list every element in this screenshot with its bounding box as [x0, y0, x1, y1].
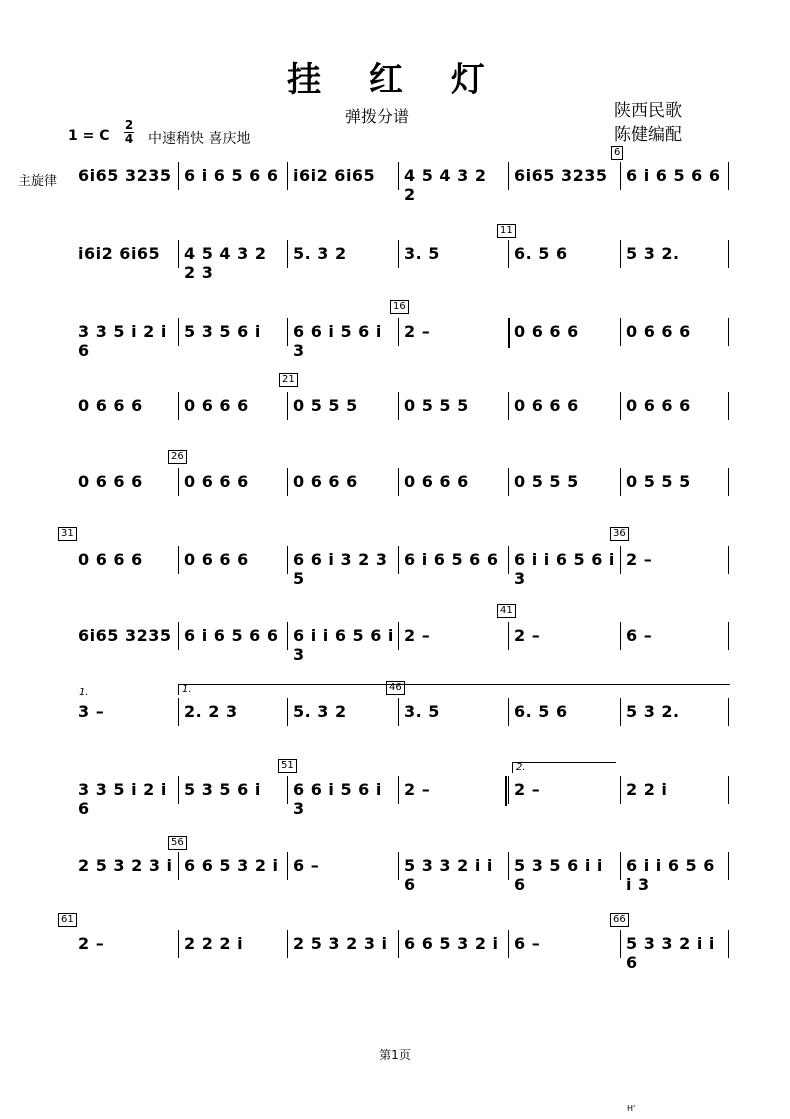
time-signature-bottom: 4 — [124, 132, 134, 146]
barline — [287, 622, 288, 650]
measure: 0 6 6 6 — [184, 472, 249, 491]
measure: 0 5 5 5 — [293, 396, 358, 415]
measure: 6 6 5 3 2 i — [184, 856, 279, 875]
barline — [178, 240, 179, 268]
measure: 5 3 3 2 i i 6 — [626, 934, 715, 972]
measure: 6 i 6 5 6 6 — [404, 550, 499, 569]
measure: i6i2 6i65 — [293, 166, 376, 185]
measure: 5 3 2. — [626, 244, 680, 263]
barline — [620, 546, 621, 574]
measure: 6 i i 6 5 6 i 3 — [626, 856, 715, 894]
measure: 3. 5 — [404, 244, 440, 263]
barline — [508, 162, 509, 190]
rehearsal-mark: 16 — [390, 300, 409, 314]
measure: 5 3 3 2 i i 6 — [404, 856, 493, 894]
barline — [620, 162, 621, 190]
measure: 0 5 5 5 — [514, 472, 579, 491]
measure: 2 – — [514, 780, 541, 799]
barline — [398, 852, 399, 880]
measure: 0 6 6 6 — [626, 322, 691, 341]
measure: 0 6 6 6 — [184, 550, 249, 569]
barline — [620, 776, 621, 804]
measure: 6i65 3235 — [78, 626, 172, 645]
barline — [287, 930, 288, 958]
measure: 5. 3 2 — [293, 244, 347, 263]
measure: 6 i i 6 5 6 i 3 — [514, 550, 615, 588]
measure: 6 i 6 5 6 6 — [184, 166, 279, 185]
barline — [728, 468, 729, 496]
measure: 6 i i 6 5 6 i 3 — [293, 626, 394, 664]
measure: 2 5 3 2 3 i — [78, 856, 173, 875]
barline — [508, 930, 509, 958]
barline — [728, 930, 729, 958]
barline — [398, 318, 399, 346]
measure: 2 – — [404, 780, 431, 799]
barline — [398, 698, 399, 726]
measure: 0 6 6 6 — [184, 396, 249, 415]
measure: 0 6 6 6 — [78, 472, 143, 491]
barline — [728, 392, 729, 420]
measure: 2 2 2 i — [184, 934, 244, 953]
measure: 2 – — [78, 934, 105, 953]
measure: 6 – — [293, 856, 320, 875]
rehearsal-mark: 41 — [497, 604, 516, 618]
time-signature-top: 2 — [124, 118, 134, 132]
barline — [620, 930, 621, 958]
measure: 4 5 4 3 2 2 — [404, 166, 487, 204]
song-origin: 陕西民歌 — [614, 101, 682, 121]
barline — [287, 392, 288, 420]
rehearsal-mark: 56 — [168, 836, 187, 850]
barline — [620, 318, 621, 346]
barline — [508, 392, 509, 420]
measure: 0 6 6 6 — [78, 550, 143, 569]
barline — [508, 468, 509, 496]
barline — [508, 546, 509, 574]
barline — [398, 392, 399, 420]
barline — [287, 852, 288, 880]
part-label: 主旋律 — [18, 174, 58, 189]
repeat-barline — [508, 318, 510, 348]
measure: 3 3 5 i 2 i 6 — [78, 780, 167, 818]
volta-two-bracket: 2. — [512, 762, 616, 773]
barline — [398, 468, 399, 496]
measure: 5 3 5 6 i i 6 — [514, 856, 603, 894]
measure: 0 6 6 6 — [293, 472, 358, 491]
barline — [728, 852, 729, 880]
measure: 2 2 i — [626, 780, 668, 799]
measure: 0 6 6 6 — [514, 322, 579, 341]
measure: 6 6 i 3 2 3 5 — [293, 550, 388, 588]
measure: 6 i 6 5 6 6 — [626, 166, 721, 185]
page-number: 第1页 — [379, 1048, 411, 1062]
barline — [398, 546, 399, 574]
measure: 5. 3 2 — [293, 702, 347, 721]
key-signature: 1 = C — [68, 128, 110, 144]
measure: 6 – — [514, 934, 541, 953]
barline — [620, 240, 621, 268]
barline — [178, 546, 179, 574]
barline — [508, 852, 509, 880]
barline — [728, 546, 729, 574]
measure: 6i65 3235 — [514, 166, 608, 185]
rehearsal-mark: 31 — [58, 527, 77, 541]
barline — [620, 468, 621, 496]
measure: 5 3 5 6 i — [184, 322, 261, 341]
volta-one: 1. — [79, 687, 89, 698]
barline — [398, 776, 399, 804]
barline — [508, 240, 509, 268]
rehearsal-mark: 36 — [610, 527, 629, 541]
barline — [398, 240, 399, 268]
barline — [287, 546, 288, 574]
barline — [178, 162, 179, 190]
measure: 6 6 i 5 6 i 3 — [293, 322, 382, 360]
barline — [398, 930, 399, 958]
barline — [508, 698, 509, 726]
measure: 0 5 5 5 — [626, 472, 691, 491]
rehearsal-mark: 61 — [58, 913, 77, 927]
measure: 4 5 4 3 2 2 3 — [184, 244, 267, 282]
measure: 2 5 3 2 3 i — [293, 934, 388, 953]
barline — [178, 776, 179, 804]
volta-one-bracket: 1. — [178, 684, 730, 695]
measure: 0 6 6 6 — [514, 396, 579, 415]
measure: 6. 5 6 — [514, 244, 568, 263]
measure: 3 – — [78, 702, 105, 721]
measure: 6 6 5 3 2 i — [404, 934, 499, 953]
barline — [728, 240, 729, 268]
barline — [287, 162, 288, 190]
rehearsal-mark: 6 — [611, 146, 623, 160]
rehearsal-mark: 21 — [279, 373, 298, 387]
barline — [178, 622, 179, 650]
barline — [728, 162, 729, 190]
measure: 0 6 6 6 — [78, 396, 143, 415]
measure: 2 – — [626, 550, 653, 569]
barline — [287, 698, 288, 726]
measure: 6 6 i 5 6 i 3 — [293, 780, 382, 818]
measure: 6 – — [626, 626, 653, 645]
barline — [508, 776, 509, 804]
measure: 2 – — [404, 322, 431, 341]
barline — [398, 162, 399, 190]
measure: 2 – — [404, 626, 431, 645]
measure: 0 6 6 6 — [404, 472, 469, 491]
measure: 6. 5 6 — [514, 702, 568, 721]
measure: 2. 2 3 — [184, 702, 238, 721]
barline — [728, 776, 729, 804]
measure: 2 – — [514, 626, 541, 645]
measure: 3. 5 — [404, 702, 440, 721]
measure: i6i2 6i65 — [78, 244, 161, 263]
rehearsal-mark: 66 — [610, 913, 629, 927]
time-signature — [124, 120, 134, 145]
corner-mark: H' — [627, 1104, 636, 1113]
barline — [178, 930, 179, 958]
measure: 6i65 3235 — [78, 166, 172, 185]
rehearsal-mark: 26 — [168, 450, 187, 464]
score-title: 挂 红 灯 — [287, 60, 503, 100]
measure: 0 6 6 6 — [626, 396, 691, 415]
barline — [287, 318, 288, 346]
measure: 6 i 6 5 6 6 — [184, 626, 279, 645]
measure: 5 3 5 6 i — [184, 780, 261, 799]
measure: 0 5 5 5 — [404, 396, 469, 415]
barline — [178, 468, 179, 496]
measure: 3 3 5 i 2 i 6 — [78, 322, 167, 360]
barline — [728, 318, 729, 346]
barline — [287, 240, 288, 268]
barline — [620, 392, 621, 420]
barline — [178, 318, 179, 346]
rehearsal-mark: 11 — [497, 224, 516, 238]
measure: 5 3 2. — [626, 702, 680, 721]
barline — [178, 392, 179, 420]
barline — [398, 622, 399, 650]
barline — [620, 852, 621, 880]
barline — [620, 622, 621, 650]
barline — [728, 698, 729, 726]
repeat-barline — [505, 776, 507, 806]
rehearsal-mark: 46 — [386, 681, 405, 695]
tempo-marking: 中速稍快 喜庆地 — [148, 131, 251, 147]
barline — [178, 852, 179, 880]
barline — [178, 698, 179, 726]
rehearsal-mark: 51 — [278, 759, 297, 773]
barline — [620, 698, 621, 726]
barline — [287, 468, 288, 496]
arranger-credit: 陈健编配 — [614, 125, 682, 145]
barline — [287, 776, 288, 804]
score-subtitle: 弹拨分谱 — [345, 107, 410, 126]
barline — [508, 622, 509, 650]
barline — [728, 622, 729, 650]
